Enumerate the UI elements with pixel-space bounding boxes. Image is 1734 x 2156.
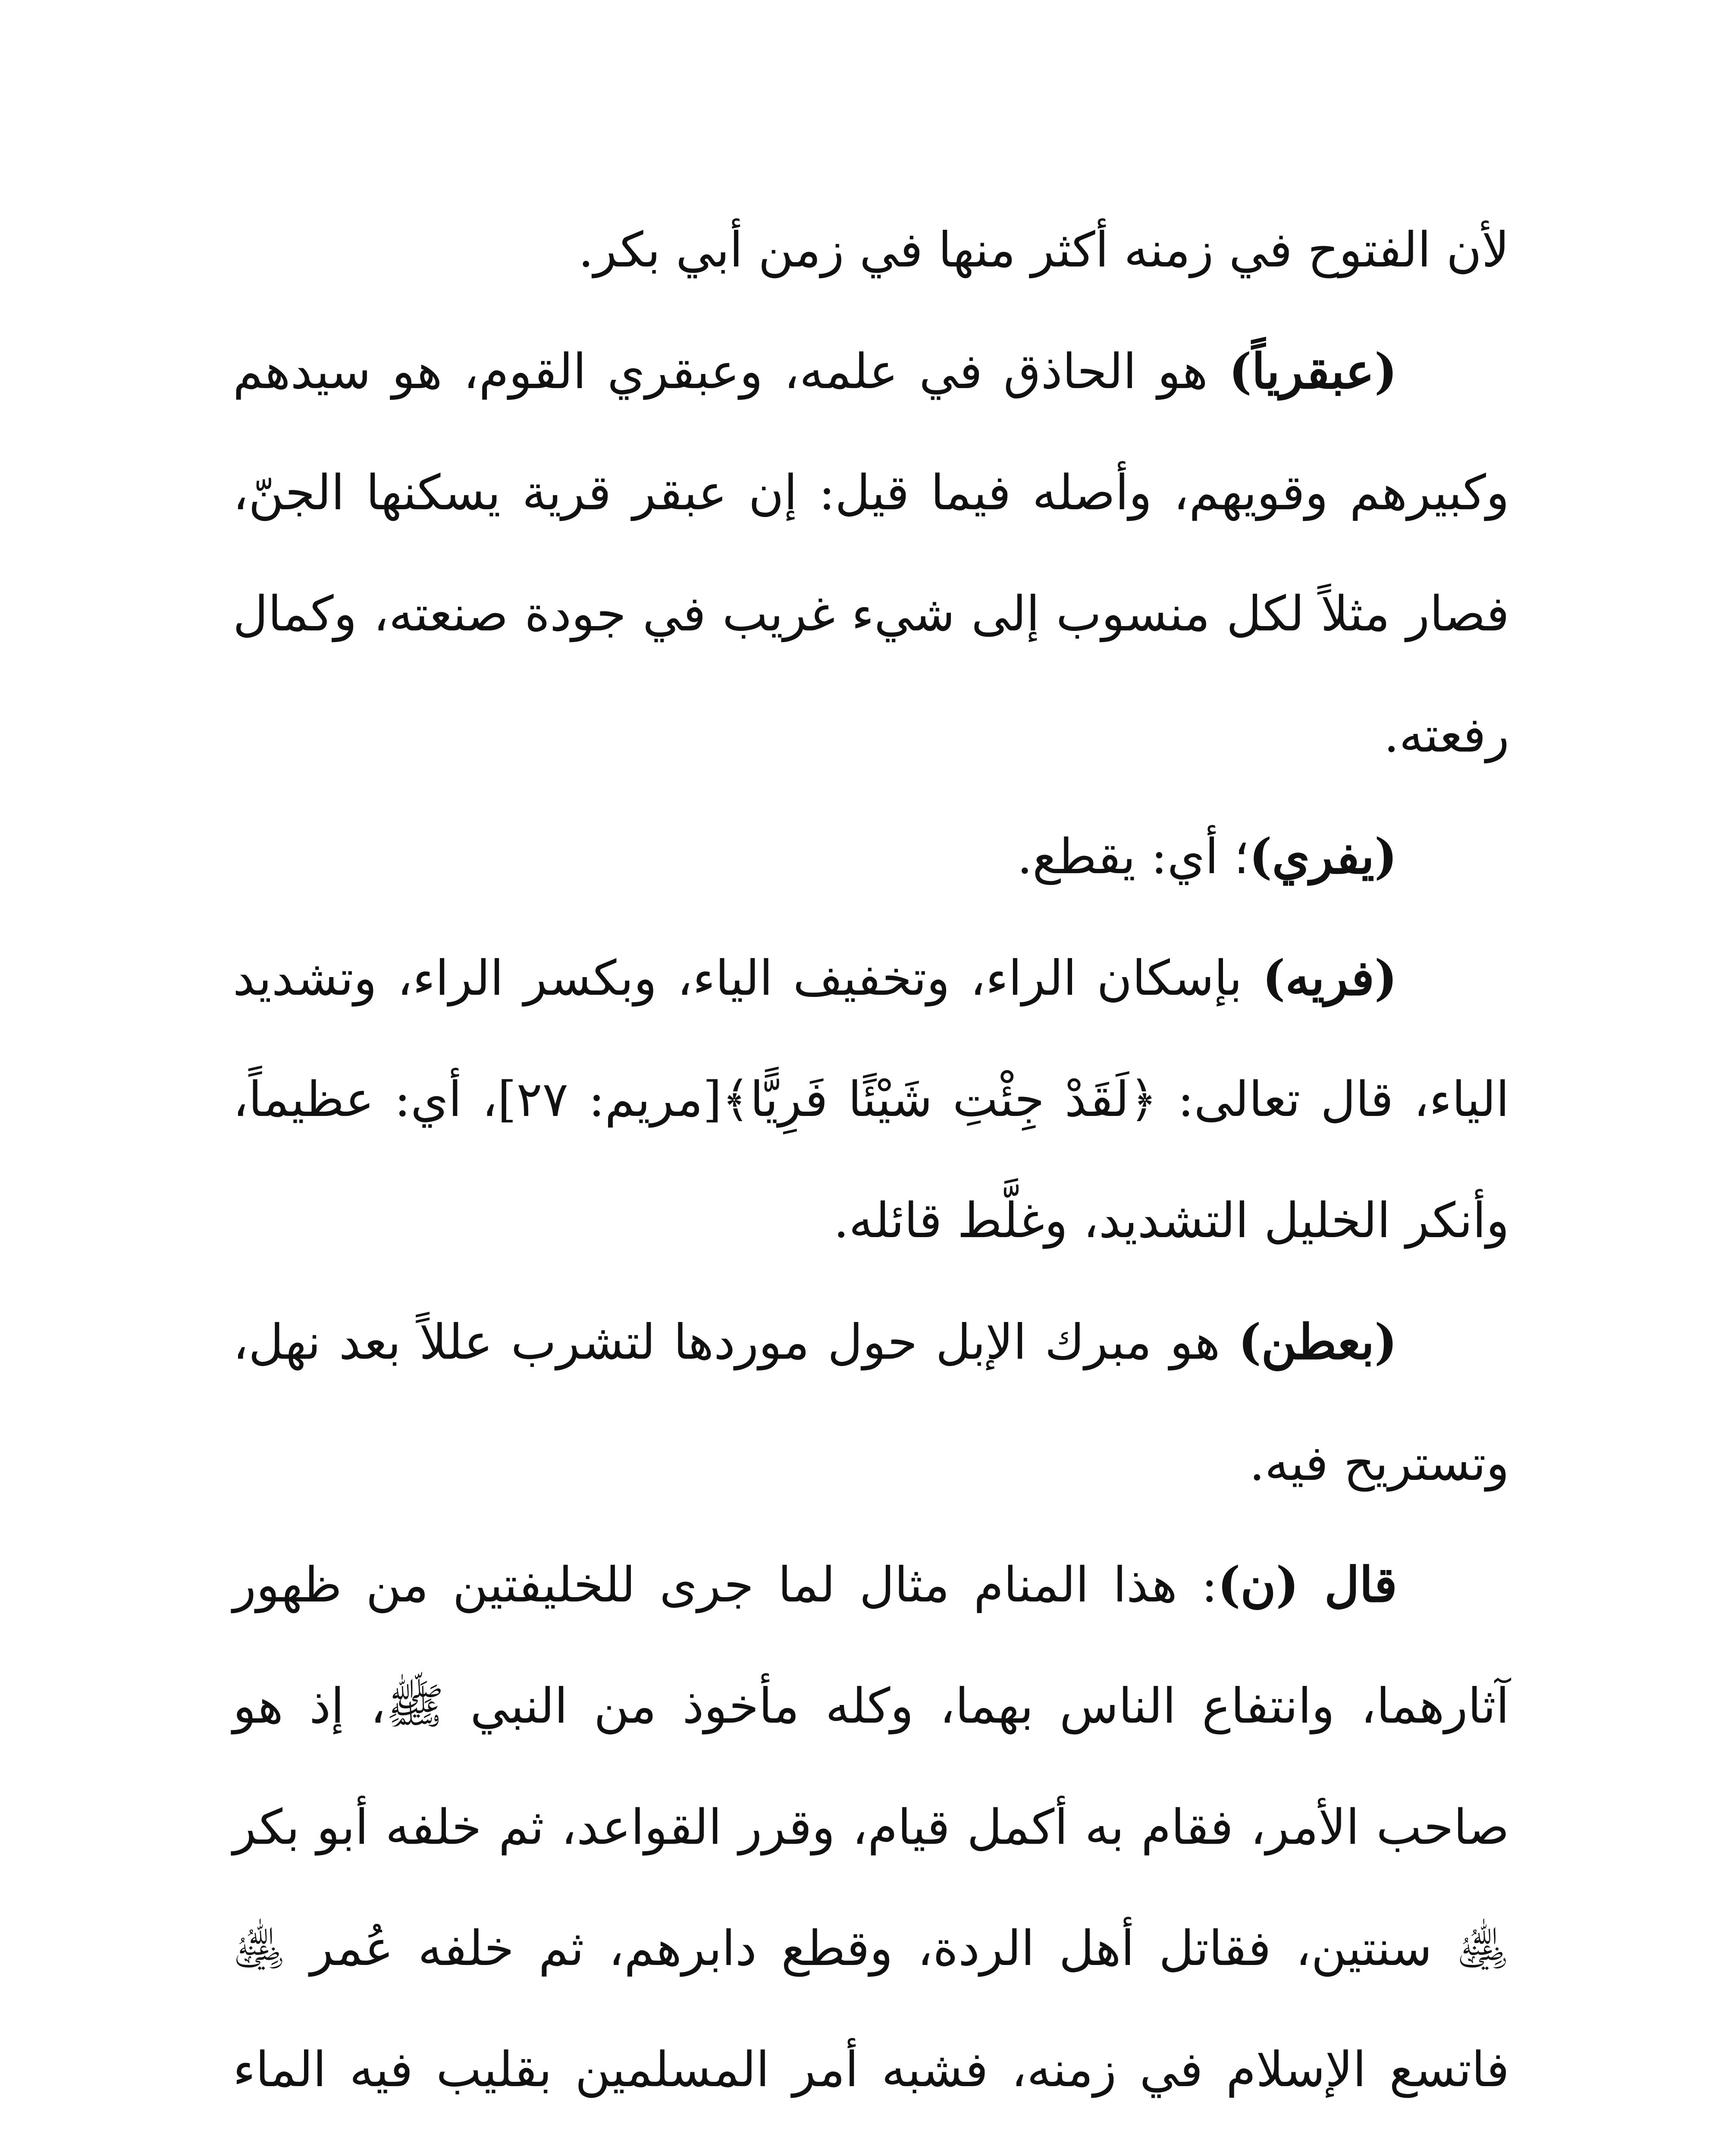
paragraph-p1 (233, 190, 1509, 311)
paragraph-text: لأن الفتوح في زمنه أكثر منها في زمن أبي بكر. (578, 222, 1509, 278)
paragraph-p2 (233, 311, 1509, 796)
lead-term: (فريه) (1262, 950, 1397, 1006)
lead-term: قال (ن) (1217, 1557, 1398, 1613)
paragraph-p6 (233, 1524, 1509, 2156)
paragraph-p3 (233, 796, 1509, 918)
quran-verse: ﴿لَقَدْ جِئْتِ شَيْئًا فَرِيًّا﴾ (721, 1072, 1158, 1128)
paragraph-text: ؛ أي: يقطع. (1017, 829, 1249, 885)
lead-term: (بعطن) (1238, 1314, 1397, 1370)
paragraph-text: هو مبرك الإبل حول موردها لتشرب عللاً بعد نهل، وتستريح فيه. (233, 1314, 1509, 1492)
paragraph-text: هو الحاذق في علمه، وعبقري القوم، هو سيدهم وكبيرهم وقويهم، وأصله فيما قيل: إن عبقر قرية يسكنها الجنّ، فصار مثلاً لكل منسوب إلى شيء غريب في جودة صنعته، وكمال رفعته. (233, 344, 1510, 763)
paragraph-text: [مريم: ٢٧]، أي: عظيماً، وأنكر الخليل التشديد، وغلَّط قائله. (233, 1072, 1509, 1249)
paragraph-text: بإسكان الراء، وتخفيف الياء، وبكسر الراء، وتشديد الياء، قال تعالى: (233, 950, 1510, 1128)
paragraph-p5 (233, 1282, 1509, 1524)
lead-term: (يفري) (1249, 828, 1397, 885)
paragraph-text: : هذا المنام مثال لما جرى للخليفتين من ظهور آثارهما، وانتفاع الناس بهما، وكله مأخوذ من النبي ﷺ، إذ هو صاحب الأمر، فقام به أكمل قيام، وقرر القواعد، ثم خلفه أبو بكر ﵁ سنتين، فقاتل أهل الردة، وقطع دابرهم، ثم خلفه عُمر ﵁ فاتسع الإسلام في زمنه، فشبه أمر المسلمين بقليب فيه الماء (233, 1557, 1510, 2098)
paragraph-p4 (233, 918, 1509, 1282)
lead-term: (عبقرياً) (1229, 343, 1397, 400)
body-text (233, 190, 1509, 2156)
